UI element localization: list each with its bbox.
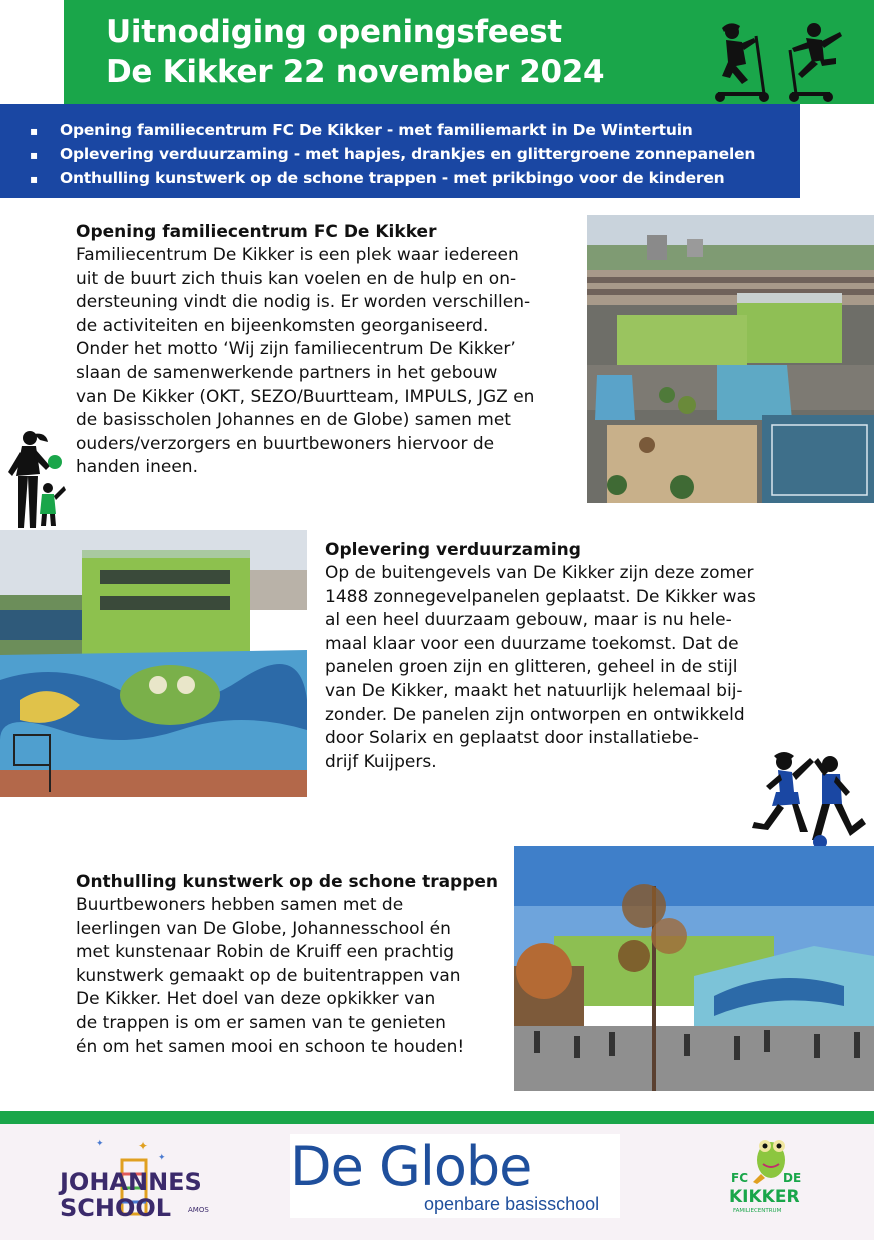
text-line: maal klaar voor een duurzame toekomst. Dat de — [325, 633, 739, 654]
text-line: de activiteiten en bijeenkomsten georganiseerd. — [76, 315, 489, 336]
mother-child-icon — [6, 428, 68, 532]
text-line: handen ineen. — [76, 457, 198, 478]
globe-name: De Globe — [290, 1135, 532, 1198]
text-line: Buurtbewoners hebben samen met de — [76, 895, 404, 915]
de-globe-logo — [290, 1134, 620, 1218]
section-title: Oplevering verduurzaming — [325, 540, 581, 560]
fc-de-kikker-logo — [727, 1134, 807, 1220]
text-line: drijf Kuijpers. — [325, 751, 437, 772]
text-line: met kunstenaar Robin de Kruiff een prachtig — [76, 942, 455, 963]
highlight-item: ▪ Oplevering verduurzaming - met hapjes, drankjes en glittergroene zonnepanelen — [30, 143, 800, 167]
kikker-name: KIKKER — [729, 1187, 800, 1207]
section-body — [325, 562, 805, 774]
johannes-word: JOHANNES — [60, 1168, 202, 1196]
section-artwork — [76, 870, 516, 1059]
section-title: Opening familiecentrum FC De Kikker — [76, 222, 437, 242]
text-line: Onder het motto ‘Wij zijn familiecentrum De Kikker’ — [76, 339, 516, 360]
kids-playing-icon — [750, 748, 866, 850]
footer-divider — [0, 1111, 874, 1124]
section-body — [76, 244, 581, 480]
section-body — [76, 894, 516, 1059]
kikker-fc: FC — [731, 1171, 749, 1185]
text-line: al een heel duurzaam gebouw, maar is nu hele- — [325, 610, 732, 631]
section-sustainability — [325, 538, 805, 774]
aerial-photo-kikker — [587, 215, 874, 503]
amos-word: AMOS — [188, 1206, 209, 1214]
svg-text:✦: ✦ — [96, 1139, 104, 1149]
text-line: slaan de samenwerkende partners in het gebouw — [76, 362, 498, 383]
text-line: ouders/verzorgers en buurtbewoners hiervoor de — [76, 433, 495, 454]
svg-text:✦: ✦ — [158, 1153, 166, 1163]
text-line: Familiecentrum De Kikker is een plek waar iedereen — [76, 245, 519, 265]
johannes-school-logo — [40, 1134, 240, 1224]
highlight-item: ▪ Onthulling kunstwerk op de schone trappen - met prikbingo voor de kinderen — [30, 167, 800, 191]
header-banner — [64, 0, 874, 104]
school-word: SCHOOL — [60, 1194, 172, 1222]
text-line: kunstwerk gemaakt op de buitentrappen van — [76, 965, 461, 986]
title-line-1: Uitnodiging openingsfeest — [106, 14, 562, 50]
title-line-2: De Kikker 22 november 2024 — [106, 54, 605, 90]
kikker-de: DE — [783, 1171, 802, 1185]
building-mural-photo — [0, 530, 307, 797]
section-opening — [76, 220, 581, 480]
text-line: van De Kikker (OKT, SEZO/Buurtteam, IMPULS, JGZ en — [76, 386, 535, 407]
highlights-box — [0, 104, 800, 198]
text-line: én om het samen mooi en schoon te houden! — [76, 1036, 465, 1057]
text-line: de basisscholen Johannes en de Globe) samen met — [76, 410, 511, 431]
text-line: zonder. De panelen zijn ontworpen en ontwikkeld — [325, 704, 745, 725]
scooter-kid-icon — [708, 18, 778, 104]
svg-text:✦: ✦ — [138, 1139, 149, 1153]
text-line: dersteuning vindt die nodig is. Er worden verschillen- — [76, 292, 531, 313]
kikker-subtitle: FAMILIECENTRUM — [733, 1208, 782, 1214]
text-line: leerlingen van De Globe, Johannesschool én — [76, 918, 451, 939]
section-title: Onthulling kunstwerk op de schone trappen — [76, 872, 499, 892]
text-line: van De Kikker, maakt het natuurlijk helemaal bij- — [325, 680, 743, 701]
text-line: 1488 zonnegevelpanelen geplaatst. De Kikker was — [325, 586, 756, 607]
scooter-kid-icon — [778, 18, 848, 104]
globe-subtitle: openbare basisschool — [424, 1194, 600, 1214]
text-line: door Solarix en geplaatst door installatiebe- — [325, 728, 699, 749]
text-line: uit de buurt zich thuis kan voelen en de hulp en on- — [76, 268, 517, 289]
text-line: panelen groen zijn en glitteren, geheel in de stijl — [325, 657, 738, 678]
highlight-item: ▪ Opening familiecentrum FC De Kikker - met familiemarkt in De Wintertuin — [30, 119, 800, 143]
stairs-artwork-photo — [514, 846, 874, 1091]
text-line: de trappen is om er samen van te genieten — [76, 1012, 446, 1033]
page-title — [106, 12, 604, 92]
highlights-list — [30, 119, 800, 191]
text-line: Op de buitengevels van De Kikker zijn deze zomer — [325, 563, 754, 583]
text-line: De Kikker. Het doel van deze opkikker van — [76, 989, 436, 1010]
